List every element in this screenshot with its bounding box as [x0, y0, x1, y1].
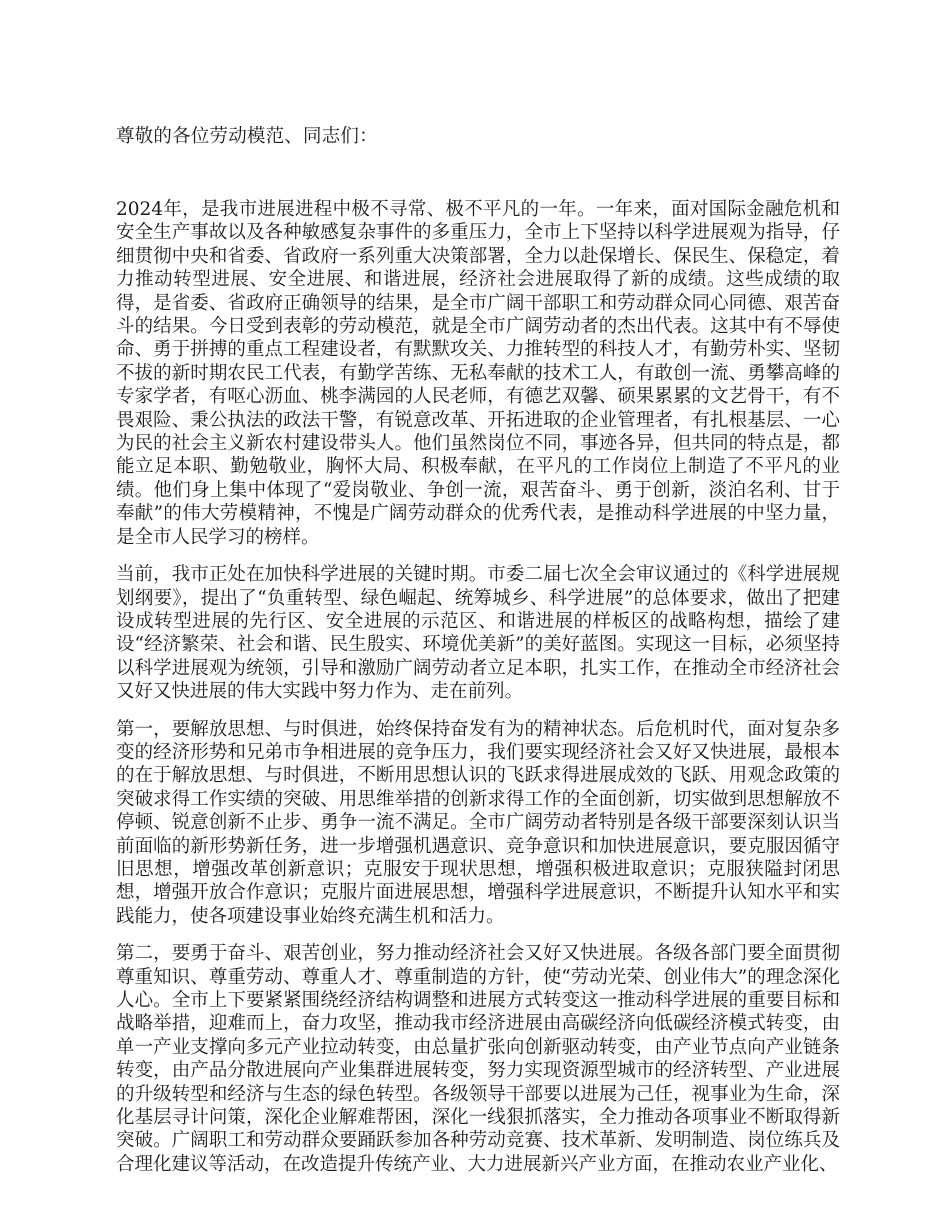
- salutation: 尊敬的各位劳动模范、同志们：: [116, 126, 378, 147]
- paragraph: 当前，我市正处在加快科学进展的关键时期。市委二届七次全会审议通过的《科学进展规划纲要》，提出了“负重转型、绿色崛起、统筹城乡、科学进展”的总体要求，做出了把建设成转型进展的先行区、安全进展的示范区、和谐进展的样板区的战略构想，描绘了建设“经济繁荣、社会和谐、民生殷实、环境优美新”的美好蓝图。实现这一目标，必须坚持以科学进展观为统领，引导和激励广阔劳动者立足本职，扎实工作，在推动全市经济社会又好又快进展的伟大实践中努力作为、走在前列。: [116, 564, 840, 703]
- document-body: [116, 198, 840, 1190]
- paragraph: 第二，要勇于奋斗、艰苦创业，努力推动经济社会又好又快进展。各级各部门要全面贯彻尊重知识、尊重劳动、尊重人才、尊重制造的方针，使“劳动光荣、创业伟大”的理念深化人心。全市上下要紧紧围绕经济结构调整和进展方式转变这一推动科学进展的重要目标和战略举措，迎难而上，奋力攻坚，推动我市经济进展由高碳经济向低碳经济模式转变，由单一产业支撑向多元产业拉动转变，由总量扩张向创新驱动转变，由产业节点向产业链条转变，由产品分散进展向产业集群进展转变，努力实现资源型城市的经济转型、产业进展的升级转型和经济与生态的绿色转型。各级领导干部要以进展为己任，视事业为生命，深化基层寻计问策，深化企业解难帮困，深化一线狠抓落实，全力推动各项事业不断取得新突破。广阔职工和劳动群众要踊跃参加各种劳动竞赛、技术革新、发明制造、岗位练兵及合理化建议等活动，在改造提升传统产业、大力进展新兴产业方面，在推动农业产业化、: [116, 943, 840, 1175]
- paragraph: 第一，要解放思想、与时俱进，始终保持奋发有为的精神状态。后危机时代，面对复杂多变的经济形势和兄弟市争相进展的竞争压力，我们要实现经济社会又好又快进展，最根本的在于解放思想、与时俱进，不断用思想认识的飞跃求得进展成效的飞跃、用观念政策的突破求得工作实绩的突破、用思维举措的创新求得工作的全面创新，切实做到思想解放不停顿、锐意创新不止步、勇争一流不满足。全市广阔劳动者特别是各级干部要深刻认识当前面临的新形势新任务，进一步增强机遇意识、竞争意识和加快进展意识，要克服因循守旧思想，增强改革创新意识；克服安于现状思想，增强积极进取意识；克服狭隘封闭思想，增强开放合作意识；克服片面进展思想，增强科学进展意识，不断提升认知水平和实践能力，使各项建设事业始终充满生机和活力。: [116, 718, 840, 927]
- paragraph: 2024年，是我市进展进程中极不寻常、极不平凡的一年。一年来，面对国际金融危机和安全生产事故以及各种敏感复杂事件的多重压力，全市上下坚持以科学进展观为指导，仔细贯彻中央和省委、省政府一系列重大决策部署，全力以赴保增长、保民生、保稳定，着力推动转型进展、安全进展、和谐进展，经济社会进展取得了新的成绩。这些成绩的取得，是省委、省政府正确领导的结果，是全市广阔干部职工和劳动群众同心同德、艰苦奋斗的结果。今日受到表彰的劳动模范，就是全市广阔劳动者的杰出代表。这其中有不辱使命、勇于拼搏的重点工程建设者，有默默攻关、力推转型的科技人才，有勤劳朴实、坚韧不拔的新时期农民工代表，有勤学苦练、无私奉献的技术工人，有敢创一流、勇攀高峰的专家学者，有呕心沥血、桃李满园的人民老师，有德艺双馨、硕果累累的文艺骨干，有不畏艰险、秉公执法的政法干警，有锐意改革、开拓进取的企业管理者，有扎根基层、一心为民的社会主义新农村建设带头人。他们虽然岗位不同，事迹各异，但共同的特点是，都能立足本职、勤勉敬业，胸怀大局、积极奉献，在平凡的工作岗位上制造了不平凡的业绩。他们身上集中体现了“爱岗敬业、争创一流，艰苦奋斗、勇于创新，淡泊名利、甘于奉献”的伟大劳模精神，不愧是广阔劳动群众的优秀代表，是推动科学进展的中坚力量，是全市人民学习的榜样。: [116, 199, 840, 548]
